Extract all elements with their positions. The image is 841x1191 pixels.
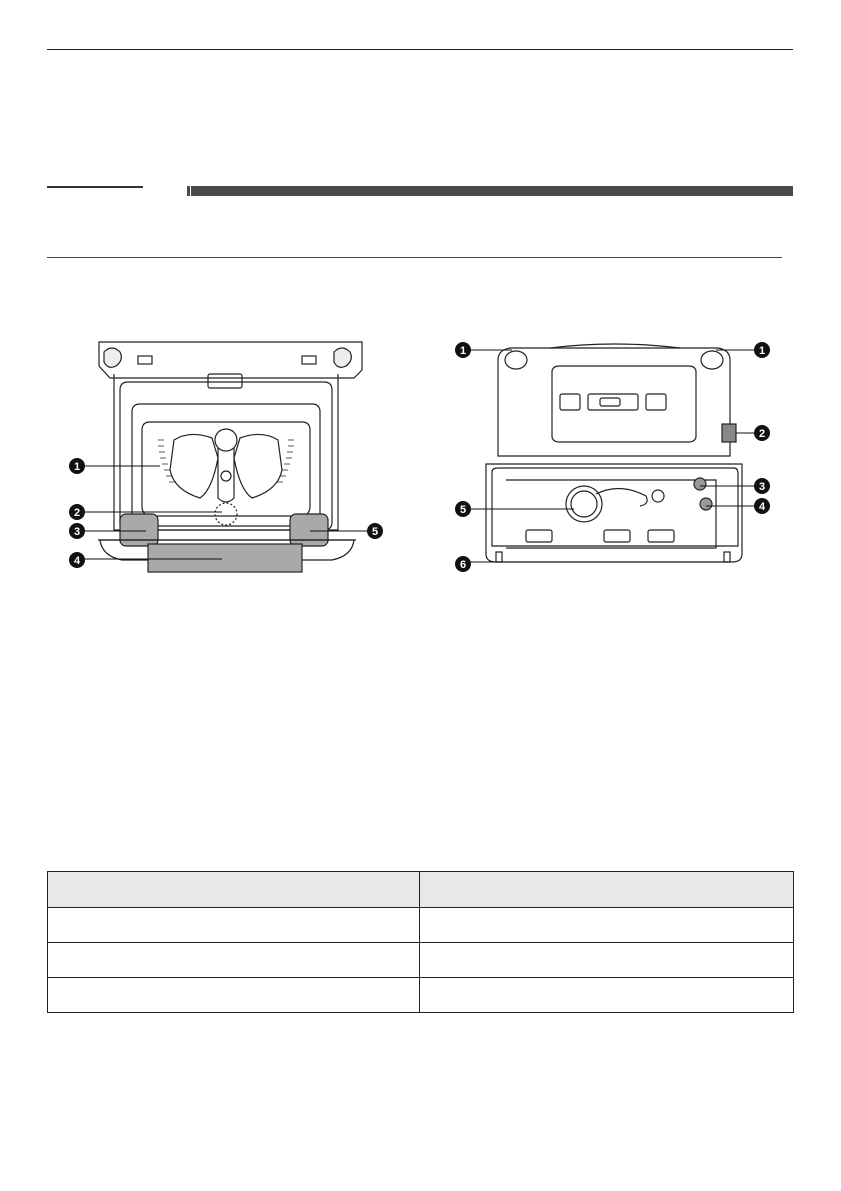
svg-text:4: 4	[73, 555, 81, 567]
svg-text:2: 2	[73, 507, 81, 519]
table-cell	[48, 978, 420, 1013]
svg-text:1: 1	[73, 461, 81, 473]
rear-callout-1-left	[455, 342, 471, 358]
header-rule	[47, 49, 793, 50]
section-bar-stub	[187, 186, 190, 196]
rear-view-illustration	[450, 332, 780, 584]
rear-callout-5	[455, 501, 471, 517]
table-cell	[48, 908, 420, 943]
front-callout-4	[69, 552, 85, 568]
section-bar-tab	[47, 186, 143, 188]
rear-callout-3	[754, 478, 770, 494]
rear-callout-4	[754, 498, 770, 514]
rear-callout-2	[754, 425, 770, 441]
subsection-rule	[47, 257, 782, 258]
svg-text:6: 6	[459, 559, 467, 571]
table-cell	[420, 943, 794, 978]
svg-text:3: 3	[73, 526, 81, 538]
svg-text:5: 5	[459, 504, 467, 516]
table-header-row	[48, 872, 794, 908]
spec-table	[47, 871, 794, 1013]
svg-text:3: 3	[758, 481, 766, 493]
table-cell	[420, 908, 794, 943]
table-row	[48, 943, 794, 978]
svg-text:5: 5	[371, 526, 379, 538]
svg-text:1: 1	[758, 345, 766, 357]
svg-text:1: 1	[459, 345, 467, 357]
table-row	[48, 978, 794, 1013]
svg-text:2: 2	[758, 428, 766, 440]
table-cell	[48, 943, 420, 978]
rear-callout-6	[455, 556, 471, 572]
section-bar-fill	[191, 186, 793, 196]
section-heading-bar	[47, 186, 793, 196]
svg-text:4: 4	[758, 501, 766, 513]
front-callout-1	[69, 458, 85, 474]
table-cell	[420, 978, 794, 1013]
table-row	[48, 908, 794, 943]
table-header-cell	[420, 872, 794, 908]
rear-callout-1-right	[754, 342, 770, 358]
table-header-cell	[48, 872, 420, 908]
front-callout-3	[69, 523, 85, 539]
front-callout-5	[367, 523, 383, 539]
front-callout-2	[69, 504, 85, 520]
front-view-illustration	[62, 330, 392, 580]
